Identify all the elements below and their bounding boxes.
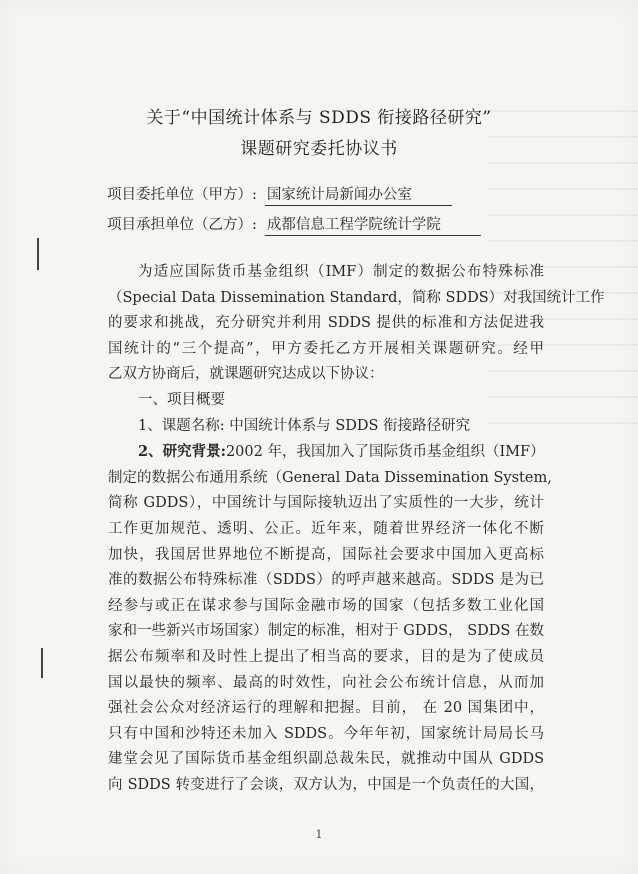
margin-mark-bottom — [41, 648, 43, 678]
body-line: 强社会公众对经济运行的理解和把握。目前， 在 20 国集团中， — [108, 700, 544, 717]
item-2-row — [108, 439, 544, 466]
item-2-label: 2、研究背景: — [138, 443, 226, 461]
body-line: 建堂会见了国际货币基金组织副总裁朱民，就推动中国从 GDDS — [108, 751, 544, 768]
intro-line: 为适应国际货币基金组织（IMF）制定的数据公布特殊标准 — [138, 264, 544, 280]
body-line: 制定的数据公布通用系统（General Data Dissemination System, — [108, 469, 552, 486]
body-line: 工作更加规范、透明、公正。近年来，随着世界经济一体化不断 — [108, 520, 544, 537]
party-b-row — [107, 213, 481, 236]
item-1-value: 中国统计体系与 SDDS 衔接路径研究 — [229, 417, 471, 434]
intro-line: （Special Data Dissemination Standard，简称 SDDS）对我国统计工作 — [108, 289, 605, 306]
body-line: 准的数据公布特殊标准（SDDS）的呼声越来越高。SDDS 是为已 — [108, 572, 544, 589]
body-line: 家和一些新兴市场国家）制定的标准，相对于 GDDS， SDDS 在数 — [108, 623, 544, 640]
body-line: 向 SDDS 转变进行了会谈，双方认为，中国是一个负责任的大国， — [108, 776, 544, 793]
page-number: 1 — [315, 828, 323, 841]
document-title-line-2: 课题研究委托协议书 — [240, 139, 398, 159]
party-b-label: 项目承担单位（乙方）: — [107, 217, 257, 233]
party-b-value: 成都信息工程学院统计学院 — [265, 213, 481, 236]
body-line: 国以最快的频率、最高的时效性，向社会公布统计信息，从而加 — [108, 674, 544, 691]
intro-line: 国统计的“三个提高”，甲方委托乙方开展相关课题研究。经甲 — [108, 340, 544, 357]
margin-mark-top — [37, 238, 39, 270]
item-2-first-line: 2002 年，我国加入了国际货币基金组织（IMF） — [225, 444, 545, 461]
party-a-label: 项目委托单位（甲方）: — [107, 187, 257, 203]
body-line: 只有中国和沙特还未加入 SDDS。今年年初，国家统计局局长马 — [108, 725, 544, 742]
party-a-row — [107, 183, 452, 206]
intro-line: 乙双方协商后，就课题研究达成以下协议： — [108, 366, 384, 383]
item-1-row — [108, 414, 544, 440]
body-line: 加快，我国居世界地位不断提高，国际社会要求中国加入更高标 — [108, 546, 544, 563]
party-a-value: 国家统计局新闻办公室 — [265, 183, 452, 206]
document-body — [108, 260, 605, 798]
body-line: 简称 GDDS），中国统计与国际接轨迈出了实质性的一大步，统计 — [108, 495, 544, 512]
item-1-label: 1、课题名称: — [138, 417, 225, 434]
body-line: 据公布频率和及时性上提出了相当高的要求，目的是为了使成员 — [108, 648, 544, 665]
document-title-line-1: 关于“中国统计体系与 SDDS 衔接路径研究” — [146, 108, 492, 128]
body-line: 经参与或正在谋求参与国际金融市场的国家（包括多数工业化国 — [108, 597, 544, 614]
intro-line: 的要求和挑战，充分研究并利用 SDDS 提供的标准和方法促进我 — [108, 315, 544, 332]
section-heading: 一、项目概要 — [138, 391, 225, 408]
